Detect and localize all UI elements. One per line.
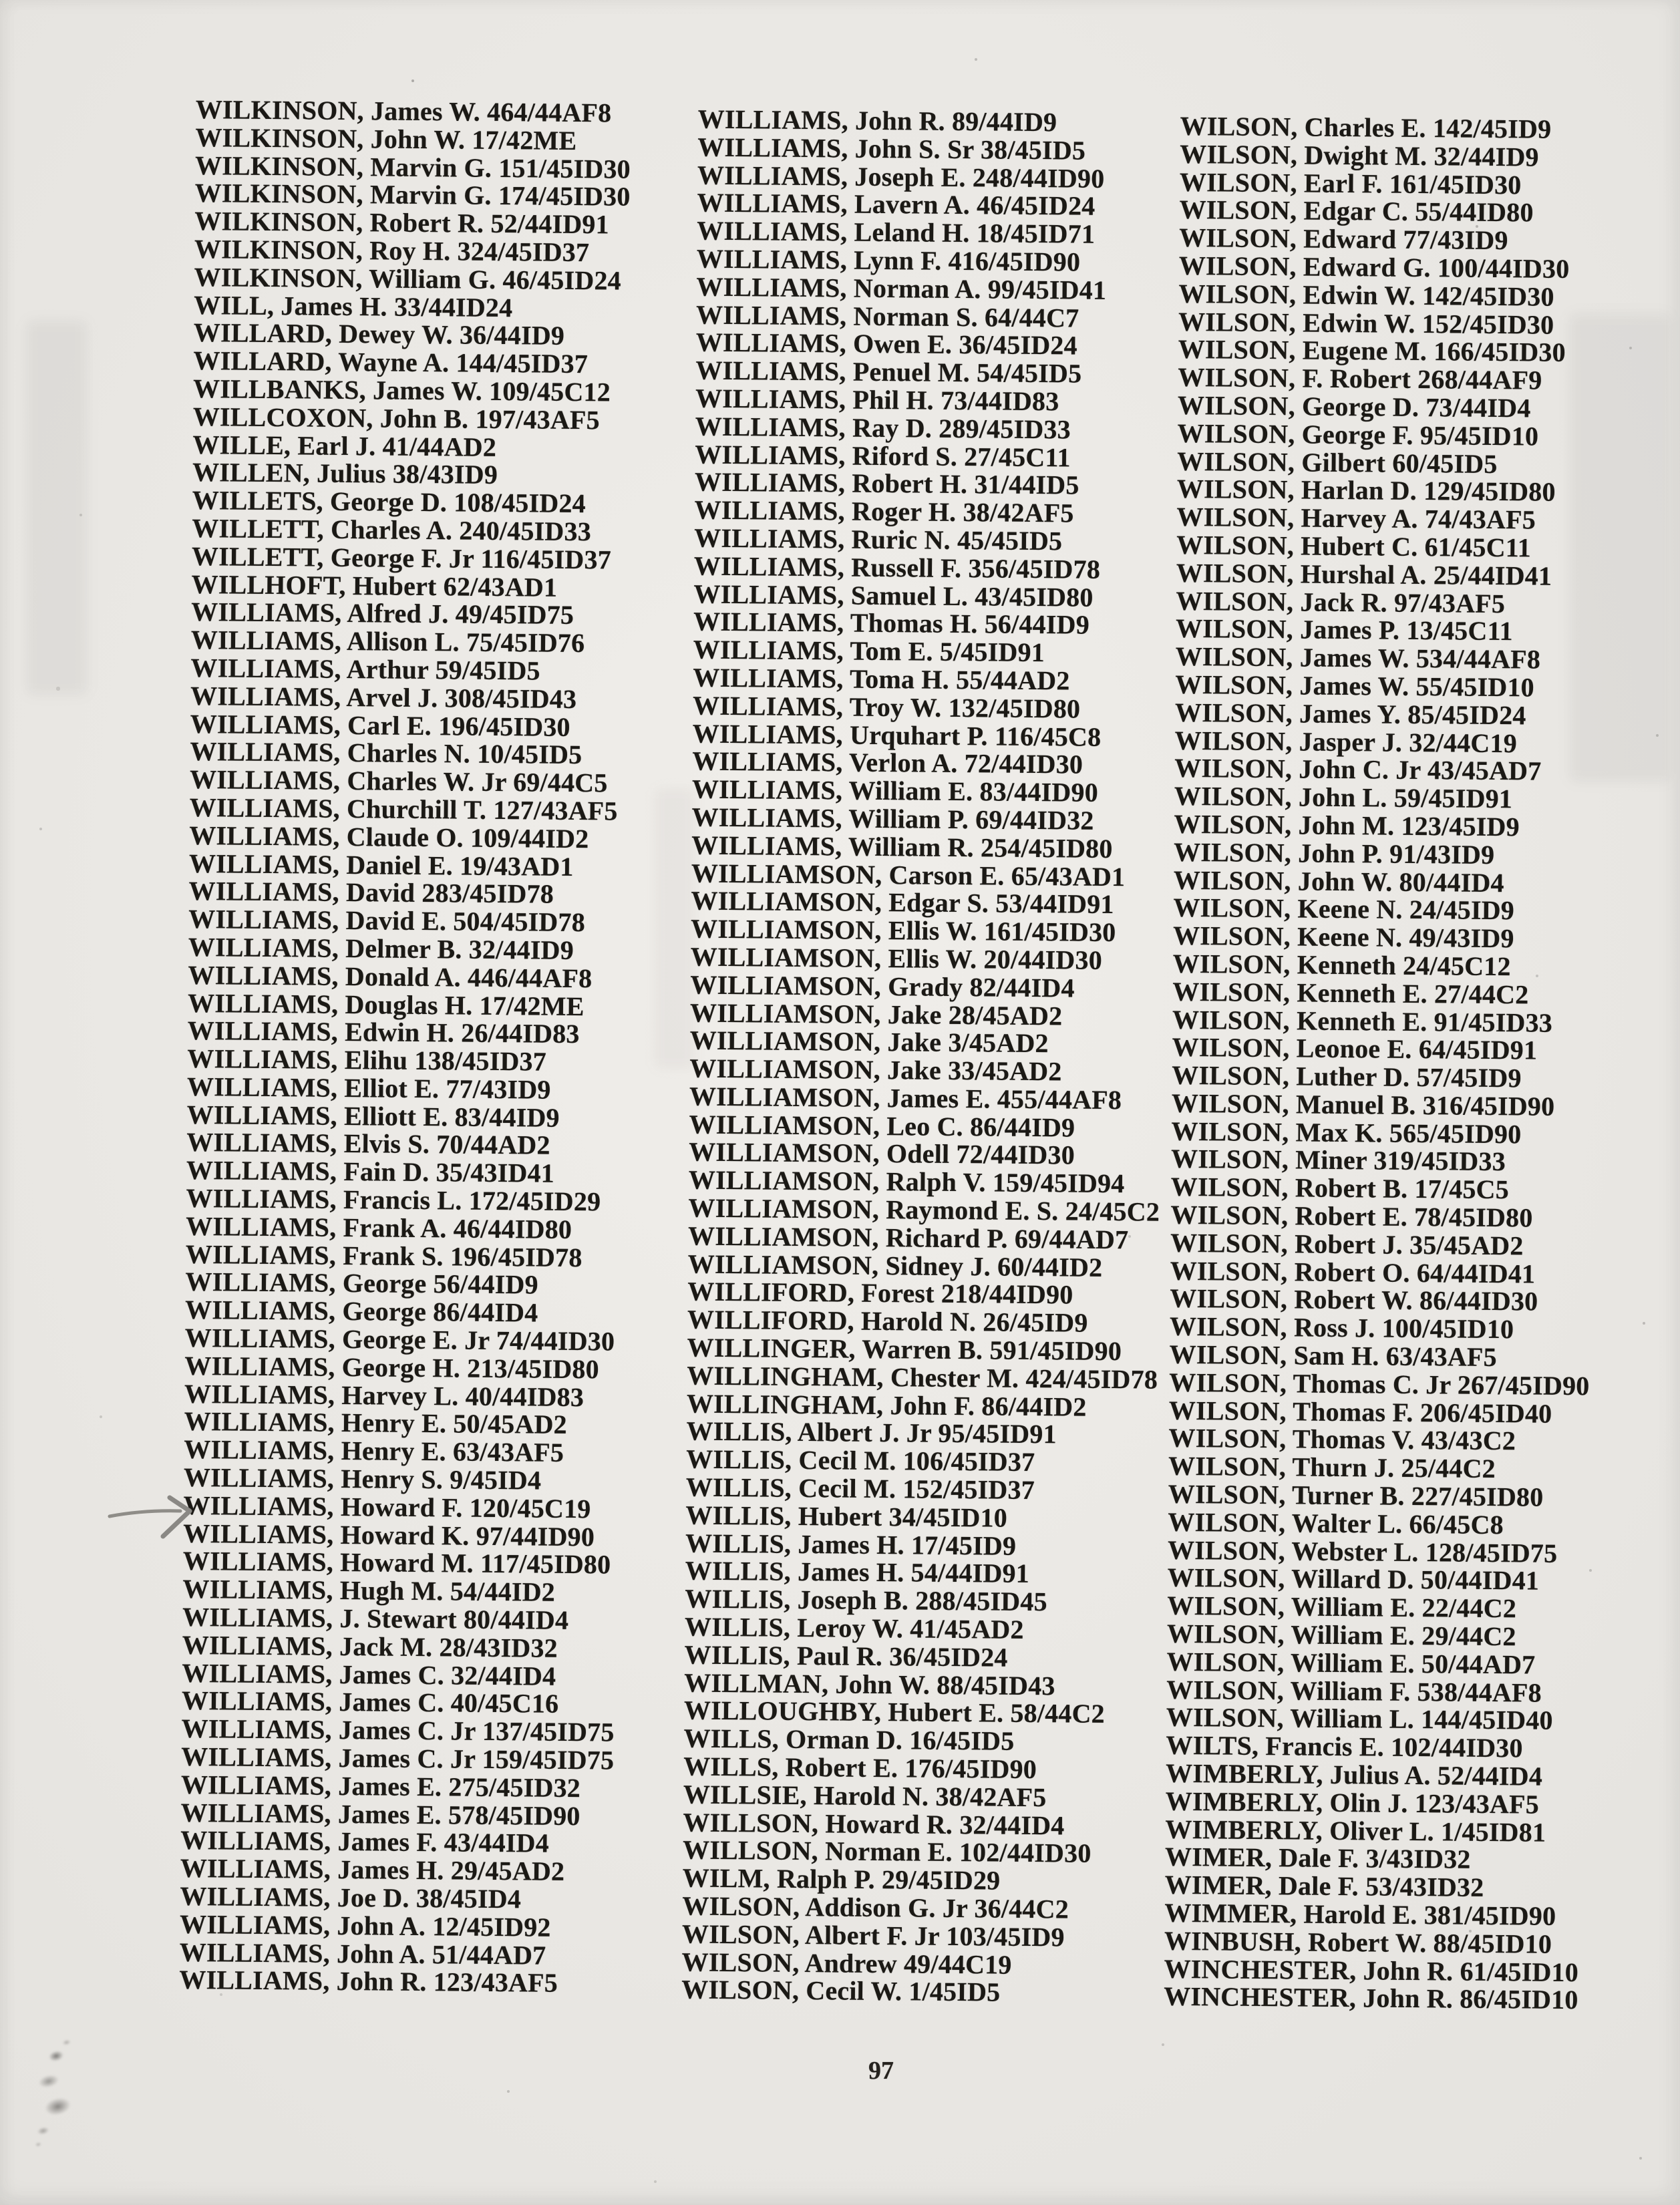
roster-entry: WILLIAMS, Russell F. 356/45ID78 — [693, 550, 1101, 584]
roster-entry: WILLIAMS, Norman A. 99/45ID41 — [696, 271, 1107, 305]
roster-entry: WILLIAMSON, Ellis W. 161/45ID30 — [690, 913, 1116, 948]
roster-entry: WILSON, William E. 29/44C2 — [1166, 1618, 1516, 1652]
roster-entry: WILSON, Thurn J. 25/44C2 — [1168, 1451, 1496, 1484]
roster-entry: WILLIAMS, David 283/45ID78 — [188, 876, 554, 910]
roster-entry: WILSON, Cecil W. 1/45ID5 — [681, 1974, 1001, 2008]
roster-entry: WILLIAMS, Frank A. 46/44ID80 — [186, 1210, 572, 1244]
roster-entry: WILKINSON, James W. 464/44AF8 — [195, 94, 612, 128]
roster-entry: WILSON, Ross J. 100/45ID10 — [1169, 1311, 1514, 1345]
roster-entry: WILLIAMS, Samuel L. 43/45ID80 — [693, 578, 1094, 613]
roster-entry: WILLIAMS, Troy W. 132/45ID80 — [692, 690, 1081, 724]
roster-entry: WILLIAMS, Ray D. 289/45ID33 — [695, 411, 1071, 445]
roster-entry: WILSON, Thomas F. 206/45ID40 — [1168, 1395, 1552, 1429]
roster-entry: WILLIAMS, Claude O. 109/44ID2 — [189, 820, 589, 854]
roster-entry: WILLIAMS, Joseph E. 248/44ID90 — [697, 160, 1105, 194]
roster-entry: WILLIAMS, John A. 51/44AD7 — [179, 1936, 546, 1971]
roster-entry: WILLIS, Paul R. 36/45ID24 — [684, 1639, 1008, 1673]
roster-entry: WIMMER, Harold E. 381/45ID90 — [1164, 1897, 1556, 1931]
roster-entry: WILLIAMS, John S. Sr 38/45ID5 — [697, 132, 1086, 166]
roster-entry: WILLIAMS, Donald A. 446/44AF8 — [188, 959, 593, 993]
roster-entry: WILLIAMS, Hugh M. 54/44ID2 — [182, 1574, 556, 1608]
roster-entry: WILSON, Robert O. 64/44ID41 — [1170, 1255, 1536, 1289]
roster-entry: WILLIAMS, Robert H. 31/44ID5 — [694, 466, 1079, 500]
roster-entry: WILSON, George F. 95/45ID10 — [1177, 417, 1539, 452]
roster-entry: WILLIAMSON, Sidney J. 60/44ID2 — [687, 1248, 1103, 1283]
roster-entry: WILSON, John L. 59/45ID91 — [1174, 780, 1513, 814]
roster-entry: WILLS, Orman D. 16/45ID5 — [683, 1723, 1015, 1757]
roster-entry: WILLIAMSON, Richard P. 69/44AD7 — [687, 1220, 1129, 1255]
roster-entry: WILLIAMS, Francis L. 172/45ID29 — [186, 1183, 601, 1217]
roster-entry: WILLIAMS, Henry E. 63/43AF5 — [184, 1434, 564, 1468]
roster-entry: WILLIAMS, Howard M. 117/45ID80 — [182, 1546, 611, 1580]
roster-entry: WILSON, Earl F. 161/45ID30 — [1179, 166, 1522, 200]
roster-entry: WILSON, Andrew 49/44C19 — [681, 1946, 1012, 1980]
roster-entry: WILLIAMS, William E. 83/44ID90 — [691, 774, 1099, 808]
roster-entry: WILLIAMS, Riford S. 27/45C11 — [695, 439, 1071, 473]
roster-entry: WILLHOFT, Hubert 62/43AD1 — [191, 568, 558, 603]
roster-entry: WILLBANKS, James W. 109/45C12 — [192, 373, 611, 407]
roster-entry: WILSON, Addison G. Jr 36/44C2 — [682, 1890, 1069, 1924]
roster-entry: WILLIAMS, Toma H. 55/44AD2 — [693, 662, 1070, 696]
roster-entry: WILSON, Jack R. 97/43AF5 — [1176, 585, 1506, 619]
roster-entry: WILLIAMS, Howard K. 97/44ID90 — [183, 1518, 595, 1552]
roster-entry: WILSON, Edward G. 100/44ID30 — [1178, 250, 1570, 284]
roster-entry: WILLIAMS, Elliott E. 83/44ID9 — [186, 1099, 560, 1133]
roster-entry: WILLIAMS, Joe D. 38/45ID4 — [180, 1880, 522, 1914]
roster-entry: WILLIAMSON, Leo C. 86/44ID9 — [689, 1109, 1075, 1143]
roster-entry: WILLIAMS, George 56/44ID9 — [185, 1266, 539, 1301]
roster-entry: WILSON, Manuel B. 316/45ID90 — [1171, 1087, 1555, 1122]
roster-entry: WILLIAMSON, Edgar S. 53/44ID91 — [691, 885, 1114, 920]
roster-entry: WILSON, Leonoe E. 64/45ID91 — [1172, 1032, 1538, 1065]
roster-entry: WILLOUGHBY, Hubert E. 58/44C2 — [683, 1695, 1106, 1729]
roster-entry: WILLIAMS, J. Stewart 80/44ID4 — [182, 1601, 569, 1635]
roster-entry: WILLIAMS, Arthur 59/45ID5 — [190, 652, 540, 686]
roster-entry: WILLIAMS, Leland H. 18/45ID71 — [697, 215, 1096, 249]
roster-entry: WILLIS, Cecil M. 152/45ID37 — [685, 1472, 1035, 1506]
roster-entry: WILLIAMS, John A. 12/45ID92 — [179, 1908, 551, 1942]
roster-entry: WILLIAMS, John R. 123/43AF5 — [179, 1965, 558, 1999]
roster-entry: WILSON, James P. 13/45C11 — [1175, 613, 1513, 647]
roster-entry: WILM, Ralph P. 29/45ID29 — [682, 1862, 1001, 1896]
roster-entry: WILLIAMS, Delmer B. 32/44ID9 — [188, 931, 574, 965]
roster-entry: WILSON, Willard D. 50/44ID41 — [1167, 1562, 1540, 1596]
roster-entry: WILSON, Jasper J. 32/44C19 — [1174, 725, 1518, 758]
roster-entry: WILSON, James W. 55/45ID10 — [1175, 669, 1535, 703]
roster-entry: WILLIAMSON, Ellis W. 20/44ID30 — [690, 941, 1103, 975]
roster-entry: WILLIAMSON, Raymond E. S. 24/45C2 — [688, 1192, 1160, 1227]
roster-entry: WILLEN, Julius 38/43ID9 — [192, 457, 498, 490]
roster-entry: WILLIAMSON, Jake 33/45AD2 — [689, 1053, 1062, 1087]
roster-entry: WINBUSH, Robert W. 88/45ID10 — [1164, 1925, 1552, 1959]
roster-entry: WILLIAMS, Owen E. 36/45ID24 — [695, 327, 1078, 361]
roster-entry: WILKINSON, John W. 17/42ME — [195, 122, 577, 156]
roster-entry: WILLIAMS, George H. 213/45ID80 — [184, 1350, 600, 1385]
roster-entry: WILSON, William F. 538/44AF8 — [1166, 1674, 1542, 1708]
roster-entry: WILSON, Luther D. 57/45ID9 — [1172, 1059, 1522, 1093]
roster-entry: WINCHESTER, John R. 86/45ID10 — [1164, 1981, 1578, 2015]
roster-entry: WILLIAMSON, Jake 3/45AD2 — [689, 1025, 1049, 1059]
roster-entry: WIMBERLY, Olin J. 123/43AF5 — [1165, 1786, 1540, 1820]
roster-entry: WILSON, William E. 22/44C2 — [1167, 1590, 1517, 1624]
roster-entry: WILLIFORD, Harold N. 26/45ID9 — [687, 1304, 1088, 1338]
roster-entry: WILLIAMS, Charles N. 10/45ID5 — [190, 736, 582, 770]
roster-entry: WILLIS, Albert J. Jr 95/45ID91 — [686, 1415, 1057, 1450]
roster-entry: WILLIS, James H. 54/44ID91 — [685, 1555, 1030, 1589]
roster-entry: WIMBERLY, Julius A. 52/44ID4 — [1165, 1757, 1543, 1792]
roster-entry: WILLIAMS, Norman S. 64/44C7 — [695, 299, 1079, 333]
roster-entry: WILLIAMS, Roger H. 38/42AF5 — [694, 494, 1074, 528]
roster-entry: WILKINSON, Marvin G. 174/45ID30 — [194, 178, 631, 212]
roster-entry: WILSON, Robert W. 86/44ID30 — [1170, 1283, 1538, 1317]
roster-entry: WILSON, John P. 91/43ID9 — [1173, 836, 1495, 870]
roster-entry: WILSON, Max K. 565/45ID90 — [1171, 1116, 1522, 1150]
roster-entry: WILLIAMS, Douglas H. 17/42ME — [187, 987, 584, 1021]
roster-entry: WILLIFORD, Forest 218/44ID90 — [687, 1276, 1073, 1310]
roster-entry: WILLIAMS, Elihu 138/45ID37 — [187, 1043, 547, 1077]
roster-entry: WILLIAMS, James E. 578/45ID90 — [180, 1797, 580, 1831]
roster-entry: WILLIAMSON, Carson E. 65/43AD1 — [691, 858, 1126, 892]
roster-entry: WILLSON, Howard R. 32/44ID4 — [683, 1807, 1065, 1841]
roster-entry: WILLIAMS, Allison L. 75/45ID76 — [190, 625, 585, 659]
roster-entry: WILLIAMS, Tom E. 5/45ID91 — [693, 634, 1045, 668]
roster-entry: WILLIAMS, Verlon A. 72/44ID30 — [692, 745, 1083, 780]
paper-speckles — [0, 0, 1, 1]
roster-entry: WILLIS, Leroy W. 41/45AD2 — [684, 1611, 1024, 1645]
roster-entry: WILKINSON, Roy H. 324/45ID37 — [194, 233, 590, 268]
roster-entry: WILSON, Kenneth 24/45C12 — [1172, 948, 1511, 982]
roster-entry: WILLIAMSON, Ralph V. 159/45ID94 — [688, 1164, 1125, 1199]
roster-entry: WIMBERLY, Oliver L. 1/45ID81 — [1165, 1814, 1546, 1848]
roster-entry: WILLIAMSON, Grady 82/44ID4 — [690, 969, 1075, 1003]
roster-entry: WILSON, John M. 123/45ID9 — [1174, 808, 1520, 842]
bleedthrough-mark — [655, 788, 695, 1069]
roster-content — [179, 94, 1639, 2015]
roster-entry: WILLIAMS, Harvey L. 40/44ID83 — [184, 1378, 584, 1412]
roster-entry: WILSON, Miner 319/45ID33 — [1170, 1144, 1506, 1177]
roster-entry: WILLETT, George F. Jr 116/45ID37 — [191, 540, 612, 575]
roster-entry: WILLIAMS, Henry E. 50/45AD2 — [184, 1406, 568, 1440]
roster-entry: WILSON, F. Robert 268/44AF9 — [1178, 362, 1542, 395]
roster-column-2 — [681, 106, 1169, 2008]
roster-entry: WILLIAMS, Howard F. 120/45C19 — [183, 1490, 591, 1524]
roster-entry: WILLIS, Joseph B. 288/45ID45 — [685, 1583, 1047, 1617]
roster-entry: WILLS, Robert E. 176/45ID90 — [683, 1751, 1037, 1785]
roster-entry: WILLIAMS, James C. Jr 137/45ID75 — [181, 1713, 615, 1747]
roster-entry: WILLETS, George D. 108/45ID24 — [192, 485, 586, 519]
roster-entry: WILSON, James Y. 85/45ID24 — [1174, 697, 1526, 731]
roster-entry: WILLIAMS, William R. 254/45ID80 — [691, 830, 1113, 864]
roster-entry: WILSON, Dwight M. 32/44ID9 — [1180, 138, 1539, 172]
roster-entry: WILLIAMSON, Odell 72/44ID30 — [689, 1136, 1075, 1171]
roster-entry: WILLIAMS, Phil H. 73/44ID83 — [695, 383, 1059, 417]
roster-entry: WILLARD, Dewey W. 36/44ID9 — [193, 317, 565, 351]
roster-entry: WILSON, James W. 534/44AF8 — [1175, 641, 1541, 675]
roster-entry: WILSON, George D. 73/44ID4 — [1177, 389, 1531, 423]
roster-entry: WILLIAMS, Henry S. 9/45ID4 — [183, 1462, 542, 1496]
roster-entry: WILLIAMS, David E. 504/45ID78 — [188, 904, 586, 938]
roster-entry: WILLIAMS, Lynn F. 416/45ID90 — [696, 243, 1081, 277]
roster-entry: WILLIAMS, Jack M. 28/43ID32 — [182, 1629, 558, 1663]
ink-smudge — [0, 2018, 132, 2158]
roster-entry: WILSON, Robert E. 78/45ID80 — [1170, 1199, 1533, 1233]
roster-entry: WILLE, Earl J. 41/44AD2 — [192, 429, 497, 462]
roster-entry: WILSON, Gilbert 60/45ID5 — [1177, 446, 1498, 479]
roster-entry: WILLIAMS, James H. 29/45AD2 — [180, 1853, 565, 1887]
roster-entry: WILLIAMS, George 86/44ID4 — [184, 1295, 538, 1328]
roster-entry: WILLIAMS, Elliot E. 77/43ID9 — [186, 1071, 551, 1105]
roster-entry: WILLIS, Cecil M. 106/45ID37 — [686, 1444, 1035, 1478]
roster-entry: WILLIAMS, James C. 32/44ID4 — [182, 1657, 556, 1691]
roster-entry: WILSON, Keene N. 24/45ID9 — [1173, 892, 1515, 926]
roster-entry: WILSON, Edwin W. 142/45ID30 — [1178, 278, 1554, 312]
roster-entry: WILSON, Eugene M. 166/45ID30 — [1178, 334, 1566, 368]
roster-entry: WILLIAMS, Ruric N. 45/45ID5 — [694, 522, 1063, 556]
roster-entry: WILLIAMS, Charles W. Jr 69/44C5 — [189, 764, 608, 798]
pencil-arrow-annotation — [104, 1483, 201, 1550]
roster-entry: WILLIAMSON, James E. 455/44AF8 — [689, 1081, 1122, 1116]
roster-entry: WILLIAMSON, Jake 28/45AD2 — [689, 997, 1063, 1031]
roster-column-1 — [179, 96, 631, 1998]
roster-entry: WILKINSON, Robert R. 52/44ID91 — [194, 206, 610, 240]
roster-entry: WILLARD, Wayne A. 144/45ID37 — [193, 345, 589, 379]
roster-entry: WILSON, Edgar C. 55/44ID80 — [1179, 194, 1534, 228]
roster-entry: WILLIAMS, George E. Jr 74/44ID30 — [184, 1322, 615, 1357]
roster-entry: WILLIAMS, James F. 43/44ID4 — [180, 1825, 550, 1859]
roster-entry: WILSON, Sam H. 63/43AF5 — [1169, 1339, 1498, 1373]
roster-entry: WILLIAMS, Carl E. 196/45ID30 — [190, 708, 570, 742]
roster-entry: WILLIAMS, James E. 275/45ID32 — [180, 1769, 581, 1803]
roster-entry: WILSON, Charles E. 142/45ID9 — [1180, 110, 1552, 144]
roster-entry: WILLIS, Hubert 34/45ID10 — [685, 1500, 1008, 1533]
roster-entry: WILSON, Hurshal A. 25/44ID41 — [1176, 557, 1552, 591]
roster-entry: WILKINSON, Marvin G. 151/45ID30 — [194, 150, 631, 184]
bleedthrough-mark — [27, 321, 87, 695]
roster-entry: WILKINSON, William G. 46/45ID24 — [194, 261, 622, 296]
roster-entry: WILL, James H. 33/44ID24 — [194, 289, 513, 323]
roster-entry: WILSON, Keene N. 49/43ID9 — [1172, 920, 1514, 954]
roster-column-3 — [1164, 112, 1601, 2015]
roster-entry: WILSON, John W. 80/44ID4 — [1173, 864, 1504, 898]
roster-entry: WILLIAMS, Urquhart P. 116/45C8 — [692, 718, 1102, 752]
roster-entry: WILLIAMS, Fain D. 35/43ID41 — [186, 1155, 555, 1189]
roster-entry: WILSON, Turner B. 227/45ID80 — [1168, 1478, 1544, 1512]
roster-entry: WILLETT, Charles A. 240/45ID33 — [192, 512, 592, 547]
roster-entry: WILSON, Harvey A. 74/43AF5 — [1176, 501, 1536, 535]
roster-entry: WILLCOXON, John B. 197/43AF5 — [192, 401, 601, 436]
roster-entry: WILSON, Edwin W. 152/45ID30 — [1178, 306, 1554, 340]
roster-entry: WILLIAMS, Alfred J. 49/45ID75 — [191, 597, 574, 631]
roster-entry: WILSON, William L. 144/45ID40 — [1166, 1702, 1553, 1736]
roster-entry: WILSON, Harlan D. 129/45ID80 — [1176, 474, 1556, 508]
roster-entry: WILLIAMS, Arvel J. 308/45ID43 — [190, 680, 577, 714]
roster-entry: WILLSON, Norman E. 102/44ID30 — [682, 1834, 1091, 1869]
roster-entry: WILSON, Albert F. Jr 103/45ID9 — [681, 1918, 1065, 1953]
roster-entry: WILLSIE, Harold N. 38/42AF5 — [683, 1779, 1047, 1813]
roster-entry: WILSON, Thomas V. 43/43C2 — [1168, 1423, 1516, 1456]
roster-entry: WILSON, Edward 77/43ID9 — [1179, 222, 1508, 256]
roster-entry: WINCHESTER, John R. 61/45ID10 — [1164, 1953, 1579, 1987]
roster-entry: WILLIS, James H. 17/45ID9 — [685, 1528, 1017, 1561]
roster-entry: WILSON, Robert B. 17/45C5 — [1170, 1172, 1510, 1205]
roster-entry: WILLIAMS, Thomas H. 56/44ID9 — [693, 606, 1090, 641]
roster-entry: WILLIAMS, John R. 89/44ID9 — [697, 104, 1057, 138]
roster-entry: WILSON, John C. Jr 43/45AD7 — [1174, 753, 1542, 786]
roster-entry: WILSON, Robert J. 35/45AD2 — [1170, 1227, 1524, 1261]
roster-entry: WILLIAMS, Penuel M. 54/45ID5 — [695, 355, 1082, 389]
roster-entry: WILLIAMS, Daniel E. 19/43AD1 — [188, 848, 574, 882]
roster-entry: WIMER, Dale F. 53/43ID32 — [1164, 1869, 1484, 1903]
roster-entry: WILLIAMS, James C. 40/45C16 — [181, 1685, 559, 1719]
roster-entry: WILSON, Thomas C. Jr 267/45ID90 — [1169, 1367, 1590, 1401]
roster-entry: WILSON, William E. 50/44AD7 — [1166, 1646, 1536, 1680]
roster-entry: WILSON, Kenneth E. 91/45ID33 — [1172, 1004, 1553, 1038]
roster-entry: WILLIAMS, Lavern A. 46/45ID24 — [697, 187, 1096, 222]
roster-entry: WILTS, Francis E. 102/44ID30 — [1166, 1729, 1523, 1763]
roster-entry: WIMER, Dale F. 3/43ID32 — [1164, 1842, 1471, 1875]
roster-entry: WILSON, Walter L. 66/45C8 — [1168, 1506, 1504, 1540]
roster-entry: WILLIAMS, Elvis S. 70/44AD2 — [186, 1127, 550, 1161]
roster-entry: WILLMAN, John W. 88/45ID43 — [684, 1667, 1055, 1701]
roster-entry: WILSON, Webster L. 128/45ID75 — [1167, 1534, 1558, 1568]
roster-entry: WILLINGHAM, Chester M. 424/45ID78 — [687, 1360, 1158, 1395]
page-number: 97 — [868, 2057, 894, 2085]
roster-entry: WILSON, Hubert C. 61/45C11 — [1176, 529, 1532, 563]
roster-entry: WILLINGER, Warren B. 591/45ID90 — [687, 1332, 1122, 1367]
roster-entry: WILLIAMS, James C. Jr 159/45ID75 — [181, 1741, 615, 1775]
roster-entry: WILLIAMS, Churchill T. 127/43AF5 — [189, 792, 618, 826]
roster-entry: WILLIAMS, Frank S. 196/45ID78 — [185, 1238, 582, 1273]
roster-entry: WILLINGHAM, John F. 86/44ID2 — [686, 1388, 1087, 1422]
roster-entry: WILSON, Kenneth E. 27/44C2 — [1172, 976, 1529, 1010]
roster-entry: WILLIAMS, William P. 69/44ID32 — [691, 802, 1094, 836]
roster-entry: WILLIAMS, Edwin H. 26/44ID83 — [187, 1015, 580, 1049]
